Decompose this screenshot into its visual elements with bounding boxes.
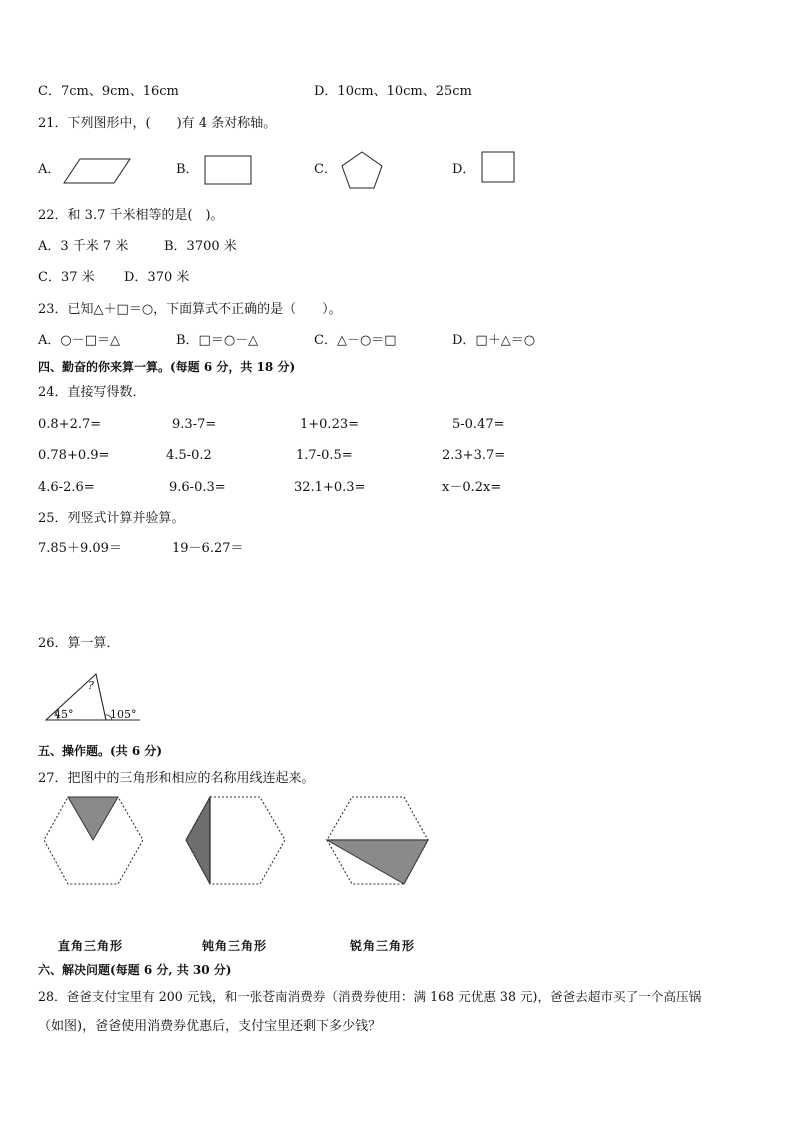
angle-unknown-label: ? [88,679,94,692]
q25-expression-2: 19－6.27＝ [172,541,244,556]
q24-cell: 9.6-0.3= [169,480,226,495]
rectangle-shape [204,155,252,185]
q28-stem-line-1: 28．爸爸支付宝里有 200 元钱，和一张苍南消费券（消费券使用：满 168 元优惠 38 元)，爸爸去超市买了一个高压锅 [38,989,702,1004]
q24-stem: 24．直接写得数． [38,385,146,400]
parallelogram-shape [62,158,132,184]
q20-option-c: C．7cm、9cm、16cm [38,84,179,99]
q23-option-d: D．□＋△＝○ [452,333,536,348]
q28-stem-line-2: （如图)，爸爸使用消费券优惠后，支付宝里还剩下多少钱？ [38,1019,382,1034]
q22-option-d: D．370 米 [124,270,190,285]
q24-cell: 9.3-7= [172,417,217,432]
q24-cell: x－0.2x= [442,480,502,495]
q24-cell: 32.1+0.3= [294,480,366,495]
q23-stem: 23．已知△＋□＝○，下面算式不正确的是（ ）。 [38,302,342,317]
q24-cell: 0.78+0.9= [38,448,110,463]
section-4-title: 四、勤奋的你来算一算。(每题 6 分，共 18 分) [38,360,296,374]
q24-cell: 1.7-0.5= [296,448,353,463]
q21-option-d-label: D． [452,162,476,177]
angle-45-label: 45° [54,708,74,721]
q27-stem: 27．把图中的三角形和相应的名称用线连起来。 [38,771,315,786]
q22-option-b: B．3700 米 [164,239,237,254]
pentagon-shape [341,151,383,189]
q21-option-a-label: A． [38,162,61,177]
q22-option-c: C．37 米 [38,270,95,285]
q24-cell: 4.6-2.6= [38,480,95,495]
q25-expression-1: 7.85＋9.09＝ [38,541,122,556]
obtuse-triangle-name: 钝角三角形 [202,939,268,953]
q21-option-b-label: B． [176,162,199,177]
right-triangle-name: 直角三角形 [58,939,124,953]
section-5-title: 五、操作题。(共 6 分) [38,744,163,758]
acute-triangle-name: 锐角三角形 [350,939,416,953]
q20-option-d: D．10cm、10cm、25cm [314,84,472,99]
hexagon-figure-2 [185,796,287,886]
q24-cell: 2.3+3.7= [442,448,506,463]
section-6-title: 六、解决问题(每题 6 分, 共 30 分) [38,963,232,977]
q26-stem: 26．算一算． [38,636,120,651]
q23-option-b: B．□＝○－△ [176,333,259,348]
q24-cell: 4.5-0.2 [166,448,212,463]
q22-option-a: A．3 千米 7 米 [38,239,129,254]
q22-stem: 22．和 3.7 千米相等的是( )。 [38,208,224,223]
q25-stem: 25．列竖式计算并验算。 [38,511,185,526]
q21-option-c-label: C． [314,162,337,177]
hexagon-figure-3 [326,796,430,886]
q24-cell: 0.8+2.7= [38,417,102,432]
q24-cell: 1+0.23= [300,417,360,432]
angle-105-label: 105° [110,708,137,721]
q24-cell: 5-0.47= [452,417,505,432]
q23-option-c: C．△－○＝□ [314,333,397,348]
q23-option-a: A．○－□＝△ [38,333,121,348]
square-shape [481,151,515,183]
q21-stem: 21．下列图形中，( )有 4 条对称轴。 [38,116,277,131]
hexagon-figure-1 [43,796,145,886]
